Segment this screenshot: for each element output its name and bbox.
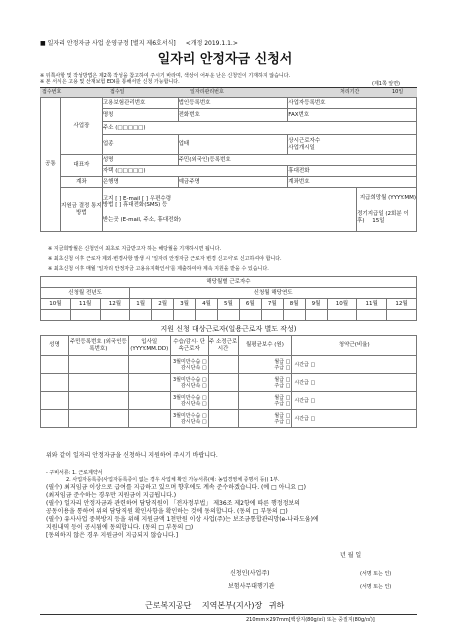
month-8: 8월: [283, 299, 305, 310]
month-value-cell[interactable]: [305, 310, 327, 321]
opt-surveillance[interactable]: 감시단속 □: [180, 382, 207, 389]
month-10: 10월: [327, 299, 357, 310]
worker-week[interactable]: [208, 356, 238, 374]
month-value-cell[interactable]: [152, 310, 174, 321]
worker-type[interactable]: [170, 410, 208, 428]
month-value-cell[interactable]: [100, 310, 130, 321]
month-5: 5월: [217, 299, 239, 310]
signer-applicant: 신청인(사업주): [230, 570, 270, 577]
fax-field[interactable]: FAX번호: [288, 109, 417, 122]
opt-probation[interactable]: 3월미만수습 □: [172, 358, 207, 365]
worker-row: [41, 410, 417, 428]
attach-title: - 구비서류: 1. 근로계약서: [46, 470, 103, 476]
workers-count-field[interactable]: [288, 135, 417, 155]
note-2: ※ 본 서식은 고용 및 산재보험 EDI를 통해서만 신청 가능합니다.: [40, 79, 180, 85]
mobile-field[interactable]: 휴대전화: [288, 166, 417, 177]
month-value-cell[interactable]: [217, 310, 239, 321]
acct-no-field[interactable]: 계좌번호: [288, 177, 417, 188]
worker-type[interactable]: [170, 356, 208, 374]
worker-hourly[interactable]: [292, 356, 417, 374]
month-value-cell[interactable]: [387, 310, 417, 321]
opt-weekly[interactable]: 주급 □: [274, 382, 291, 389]
ins-no-field[interactable]: 고용보험관리번호: [102, 98, 178, 109]
consent-wage-note: (최저임금 준수하는 경우만 지원금이 지급됩니다.): [46, 492, 177, 499]
attach-line-1: 2. 사업자등록증(사업자등록증이 없는 경우 사업체 확인 가능서류(예: 농업경영체 증명서 등)) 1부.: [66, 477, 280, 483]
worker-type[interactable]: [170, 374, 208, 392]
worker-row: [41, 392, 417, 410]
consent-wage[interactable]: (필수) 최저임금 이상으로 급여를 지급하고 있으며 향후에도 계속 준수하겠습니다. (예 □ 아니요 □): [46, 484, 306, 491]
bullet-2: ※ 최초신청 이후 근로자 제외·변경사항 발생 시 '일자리 안정자금 근로자 변경 신고서'로 신고하셔야 합니다.: [48, 256, 282, 262]
workers-count-label: 상시근로자수: [288, 138, 321, 144]
receipt-date-label: 접수일: [110, 89, 125, 95]
consent-admin: (필수) 일자리 안정자금과 관련하여 담당직원이 「전자정부법」 제36조 제2항에 따른 행정정보의: [46, 500, 300, 507]
worker-type[interactable]: [170, 392, 208, 410]
month-11: 11월: [357, 299, 387, 310]
opt-hourly[interactable]: 시간급 □: [294, 397, 316, 404]
month-4: 4월: [196, 299, 218, 310]
worker-id[interactable]: [68, 356, 128, 374]
recipient-org: 근로복지공단: [145, 601, 192, 610]
h-wage: 월평균보수 (원): [238, 336, 292, 356]
h-week: 주 소정근로시간: [208, 336, 238, 356]
applicant-table: [40, 97, 417, 232]
month-6: 6월: [239, 299, 261, 310]
period-label: 처리기간: [340, 89, 360, 95]
month-prev-10: 10월: [41, 299, 71, 310]
worker-wage[interactable]: [238, 410, 292, 428]
pay-date-cell: [357, 188, 417, 232]
recipient: [145, 601, 284, 611]
pay-date-label[interactable]: 지급희망월 (YYYY.MM): [359, 194, 416, 201]
worker-date[interactable]: [128, 356, 170, 374]
signer-applicant-note[interactable]: (서명 또는 인): [360, 571, 392, 577]
opt-surveillance[interactable]: 감시단속 □: [180, 364, 207, 371]
worker-week[interactable]: [208, 392, 238, 410]
month-9: 9월: [305, 299, 327, 310]
monthly-workers-table: [40, 276, 417, 321]
section-common: 공통: [41, 98, 61, 232]
notify-label: 지원금 결정 통지 방법: [60, 188, 102, 232]
worker-date[interactable]: [128, 392, 170, 410]
worker-hourly[interactable]: [292, 374, 417, 392]
worker-id[interactable]: [68, 374, 128, 392]
opt-weekly[interactable]: 주급 □: [274, 400, 291, 407]
opt-hourly[interactable]: 시간급 □: [294, 361, 316, 368]
month-2: 2월: [152, 299, 174, 310]
page-label: (제1쪽 앞면): [372, 81, 400, 87]
month-prev-11: 11월: [70, 299, 100, 310]
bank-field[interactable]: 은행명: [102, 177, 178, 188]
worker-wage[interactable]: [238, 374, 292, 392]
header-revision: <개정 2019.1.1.>: [185, 40, 238, 47]
curr-year-label: 신청월 해당연도: [130, 288, 417, 299]
month-value-cell[interactable]: [41, 310, 71, 321]
month-7: 7월: [261, 299, 283, 310]
month-1: 1월: [130, 299, 152, 310]
opt-weekly[interactable]: 주급 □: [274, 364, 291, 371]
worker-name[interactable]: [41, 392, 69, 410]
month-value-cell[interactable]: [261, 310, 283, 321]
workplace-label: 사업장: [60, 98, 102, 155]
date-line[interactable]: 년 월 일: [340, 552, 362, 559]
tel-field[interactable]: 전화번호: [178, 109, 288, 122]
worker-week[interactable]: [208, 374, 238, 392]
holder-field[interactable]: 예금주명: [178, 177, 288, 188]
worker-hourly[interactable]: [292, 392, 417, 410]
opt-probation[interactable]: 3월미만수습 □: [172, 412, 207, 419]
biz-no-field[interactable]: 사업자등록번호: [288, 98, 417, 109]
note-1: ※ 뒤쪽사항 및 작성방법은 제2쪽 작성을 참고하여 주시기 바라며, 색상이 어두운 난은 신청인이 기재하지 않습니다.: [40, 73, 291, 79]
bullet-3: ※ 최초신청 이후 매월 '일자리 안정자금 고용유지확인서'를 제출하여야 계속 지원을 받을 수 있습니다.: [48, 266, 269, 272]
notify-email-option[interactable]: 고지 [ ] E-mail [ ] 우편수령: [102, 195, 172, 202]
worker-hourly[interactable]: [292, 410, 417, 428]
worker-name[interactable]: [41, 356, 69, 374]
opt-surveillance[interactable]: 감시단속 □: [180, 400, 207, 407]
rep-name-field[interactable]: 성명: [102, 155, 178, 166]
receipt-no-label: 접수번호: [42, 89, 62, 95]
consent-admin-2[interactable]: 공동이용을 통하여 위의 담당직원 확인사항을 확인하는 것에 동의합니다. (동의 □ 부동의 □): [46, 508, 288, 515]
worker-name[interactable]: [41, 374, 69, 392]
bullet-1: ※ 지금희망월은 신청인이 최초로 지급받고자 하는 해당월을 기재하시면 됩니다.: [48, 246, 222, 252]
month-header-row: [41, 299, 417, 310]
month-value-cell[interactable]: [174, 310, 196, 321]
type-field[interactable]: 업태: [178, 135, 288, 155]
name-field[interactable]: 명칭: [102, 109, 178, 122]
header-law: 일자리 안정자금 사업 운영규정 [별지 제6호서식]: [47, 40, 176, 47]
month-value-row: [41, 310, 417, 321]
addr-field[interactable]: 주소 (□□□□□): [102, 122, 416, 135]
worker-wage[interactable]: [238, 392, 292, 410]
opt-probation[interactable]: 3월미만수습 □: [172, 394, 207, 401]
h-type: 수습/감시· 단속근로자: [170, 336, 208, 356]
worker-date[interactable]: [128, 374, 170, 392]
rep-label: 대표자: [60, 155, 102, 177]
prev-year-label: 신청월 전년도: [41, 288, 130, 299]
h-id: 주민등록번호 (외국인등록번호): [68, 336, 128, 356]
corp-no-field[interactable]: 법인등록번호: [178, 98, 288, 109]
employer-no-label: 일자리관리번호: [190, 89, 224, 95]
opt-hourly[interactable]: 시간급 □: [294, 379, 316, 386]
notify-recv[interactable]: 받는곳 (E-mail, 주소, 휴대전화): [102, 216, 181, 223]
recipient-suffix: 귀하: [268, 601, 285, 610]
opt-monthly[interactable]: 월급 □: [274, 358, 291, 365]
worker-wage[interactable]: [238, 356, 292, 374]
worker-date[interactable]: [128, 410, 170, 428]
worker-name[interactable]: [41, 410, 69, 428]
opt-probation[interactable]: 3월미만수습 □: [172, 376, 207, 383]
month-value-cell[interactable]: [70, 310, 100, 321]
month-value-cell[interactable]: [130, 310, 152, 321]
h-name: 성명: [41, 336, 69, 356]
regular-day: 15일: [372, 217, 385, 224]
rep-addr-field[interactable]: 자택 (□□□□□): [102, 166, 287, 177]
footer-divider: [40, 614, 417, 615]
header-bullet: ■: [40, 40, 46, 47]
period-value: 10일: [392, 89, 404, 95]
monthly-title: 해당월별 근로자수: [41, 277, 417, 288]
opt-surveillance[interactable]: 감시단속 □: [180, 418, 207, 425]
worker-row: [41, 356, 417, 374]
opt-weekly[interactable]: 주급 □: [274, 418, 291, 425]
h-reason: 청약근(비율): [292, 336, 417, 356]
month-value-cell[interactable]: [283, 310, 305, 321]
resident-no-field[interactable]: 주민(외국인)등록번호: [178, 155, 416, 166]
worker-row: [41, 374, 417, 392]
month-value-cell[interactable]: [196, 310, 218, 321]
month-12: 12월: [387, 299, 417, 310]
worker-week[interactable]: [208, 410, 238, 428]
worker-id[interactable]: [68, 392, 128, 410]
form-header: [40, 40, 238, 47]
regular-date-label: 정기지급일 (2회분 이후): [357, 211, 409, 224]
signer-agent-note[interactable]: (서명 또는 인): [360, 584, 392, 590]
paper-spec: 210mm×297mm[백상지(80g/㎡) 또는 중질지(80g/㎡)]: [246, 617, 375, 623]
worker-id[interactable]: [68, 410, 128, 428]
opt-hourly[interactable]: 시간급 □: [294, 415, 316, 422]
consent-disclosure-2[interactable]: 지원내역 등이 공시됨에 동의합니다. (동의 □ 부동의 □): [46, 524, 194, 531]
h-date: 입사일 (YYYY.MM.DD): [128, 336, 170, 356]
recipient-branch: 지역본부(지사)장: [201, 601, 263, 610]
opt-monthly[interactable]: 월급 □: [274, 394, 291, 401]
opt-monthly[interactable]: 월급 □: [274, 412, 291, 419]
month-value-cell[interactable]: [357, 310, 387, 321]
account-label: 계좌: [60, 177, 102, 188]
biz-start-label: 사업개시일: [288, 144, 315, 151]
signer-agent: 보험사무대행기관: [228, 583, 275, 590]
form-title: 일자리 안정자금 신청서: [157, 52, 293, 67]
consent-disclosure-note: [동의하지 않은 경우 지원금이 지급되지 않습니다.]: [46, 532, 179, 539]
industry-field[interactable]: 업종: [102, 135, 178, 155]
workers-title: 지원 신청 대상근로자(일용근로자 별도 작성): [160, 325, 297, 333]
opt-monthly[interactable]: 월급 □: [274, 376, 291, 383]
notify-method: [102, 188, 356, 232]
month-prev-12: 12월: [100, 299, 130, 310]
declaration: 위와 같이 일자리 안정자금을 신청하니 지원하여 주시기 바랍니다.: [46, 452, 218, 459]
month-value-cell[interactable]: [239, 310, 261, 321]
consent-disclosure: (필수) 유사사업 중복방지 등을 위해 지원금액 1천만원 이상 사업(주)는 보조금통합관리망(e-나라도움)에: [46, 516, 319, 523]
notify-sms-option[interactable]: 방법 [ ] 휴대전화(SMS) 등: [102, 202, 168, 209]
month-value-cell[interactable]: [327, 310, 357, 321]
workers-table: [40, 335, 417, 428]
month-3: 3월: [174, 299, 196, 310]
